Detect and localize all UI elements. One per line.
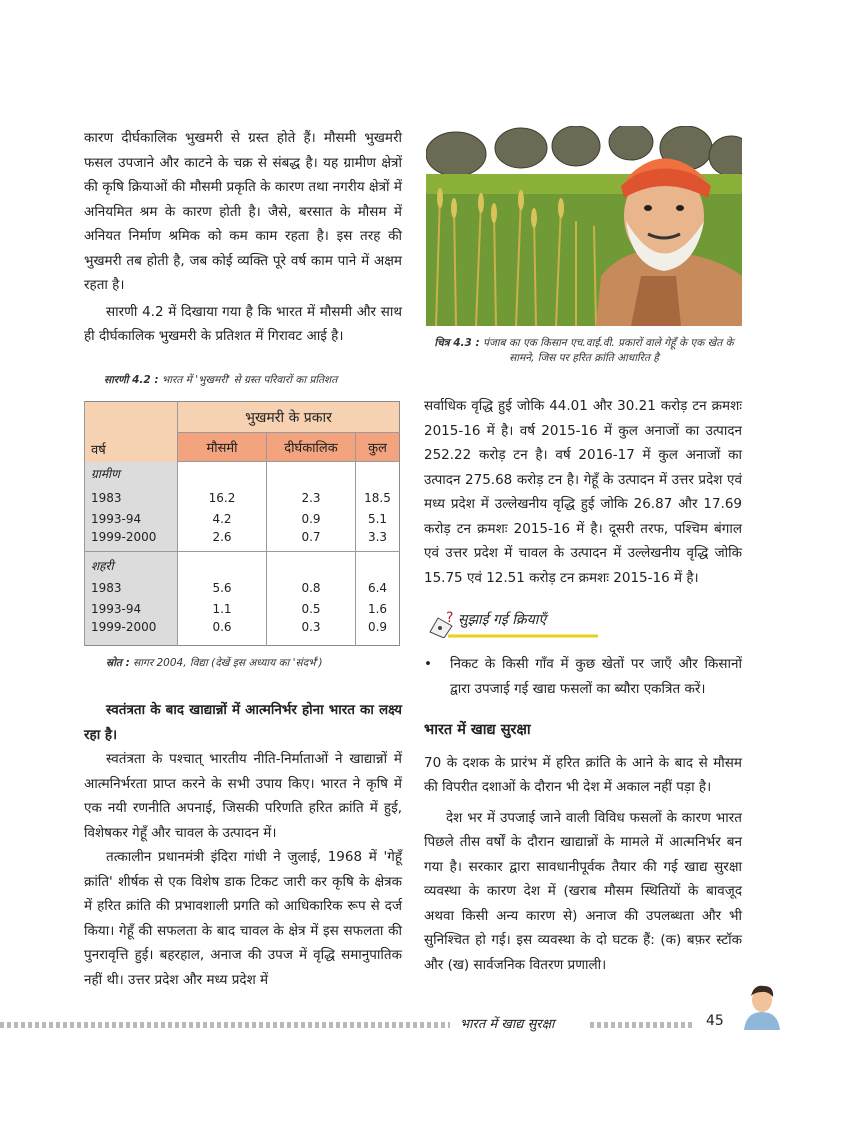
table-row — [85, 552, 400, 578]
left-paragraph-3: स्वतंत्रता के पश्चात् भारतीय नीति-निर्माताओं ने खाद्यान्नों में आत्मनिर्भरता प्राप्त करने के सभी उपाय किए। भारत ने कृषि में एक नयी रणनीति अपनाई, जिसकी परिणति हरित क्रांति में हुई, विशेषकर गेहूँ और चावल के उत्पादन में। — [84, 751, 402, 841]
footer-ornament-right — [590, 1022, 695, 1028]
value-cell: 0.9 — [356, 620, 400, 646]
page-number: 45 — [706, 1013, 724, 1029]
figure-caption-text: पंजाब का एक किसान एच.वाई.वी. प्रकारों वाले गेहूँ के एक खेत के सामने, जिस पर हरित क्रांति आधारित है — [483, 337, 734, 364]
hunger-type-header: भुखमरी के प्रकार — [178, 402, 400, 433]
value-cell: 1.1 — [178, 599, 267, 620]
left-column — [84, 126, 402, 349]
table-row — [85, 509, 400, 530]
value-cell: 2.3 — [267, 488, 356, 509]
list-item — [424, 652, 742, 701]
value-cell: 18.5 — [356, 488, 400, 509]
activity-item-text: निकट के किसी गाँव में कुछ खेतों पर जाएँ और किसानों द्वारा उपजाई गई खाद्य फसलों का ब्यौरा एकत्रित करें। — [450, 656, 742, 697]
value-cell: 16.2 — [178, 488, 267, 509]
right-column — [424, 394, 742, 590]
activity-list — [424, 652, 742, 701]
activity-title: सुझाई गई क्रियाएँ — [458, 612, 547, 628]
year-cell: 1983 — [85, 578, 178, 599]
table-row — [85, 530, 400, 552]
year-cell: 1983 — [85, 488, 178, 509]
value-cell: 1.6 — [356, 599, 400, 620]
value-cell: 0.6 — [178, 620, 267, 646]
value-cell: 2.6 — [178, 530, 267, 552]
value-cell: 0.5 — [267, 599, 356, 620]
left-paragraph-2: सारणी 4.2 में दिखाया गया है कि भारत में मौसमी और साथ ही दीर्घकालिक भुखमरी के प्रतिशत में गिरावट आई है। — [84, 303, 402, 344]
footer-ornament-left — [0, 1022, 450, 1028]
section-heading-self-sufficiency: स्वतंत्रता के बाद खाद्यान्नों में आत्मनिर्भर होना भारत का लक्ष्य रहा है। — [84, 702, 402, 743]
section-name-rural: ग्रामीण — [85, 462, 178, 488]
table-source-label: स्रोत : — [106, 657, 130, 669]
table-caption-label: सारणी 4.2 : — [104, 374, 159, 386]
left-paragraph-1: कारण दीर्घकालिक भुखमरी से ग्रस्त होते हैं। मौसमी भुखमरी फसल उपजाने और काटने के चक्र से संबद्ध है। यह ग्रामीण क्षेत्रों की कृषि क्रियाओं की मौसमी प्रकृति के कारण तथा नगरीय क्षेत्रों में अनियमित श्रम के कारण होती है। जैसे, बरसात के मौसम में अनियत निर्माण श्रमिक को कम काम रहता है। इस तरह की भुखमरी तब होती है, जब कोई व्यक्ति पूरे वर्ष काम पाने में अक्षम रहता है। — [84, 130, 402, 293]
left-lower-column — [84, 698, 402, 992]
table-row — [85, 620, 400, 646]
farmer-wheat-field-image — [426, 126, 742, 326]
table-row — [85, 599, 400, 620]
figure-caption-label: चित्र 4.3 : — [434, 337, 480, 349]
table-row — [85, 488, 400, 509]
col-header-total: कुल — [356, 433, 400, 462]
col-header-chronic: दीर्घकालिक — [267, 433, 356, 462]
bullet-icon: • — [424, 656, 432, 672]
right-paragraph-2: 70 के दशक के प्रारंभ में हरित क्रांति के आने के बाद से मौसम की विपरीत दशाओं के दौरान भी देश में अकाल नहीं पड़ा है। — [424, 754, 742, 795]
page-footer — [0, 1008, 850, 1048]
value-cell: 6.4 — [356, 578, 400, 599]
suggested-activities-header — [428, 608, 598, 638]
year-cell: 1993-94 — [85, 599, 178, 620]
table-source-text: सागर 2004, विद्या (देखें इस अध्याय का 'संदर्भ') — [133, 657, 323, 669]
section-heading-food-security: भारत में खाद्य सुरक्षा — [424, 722, 531, 738]
value-cell: 4.2 — [178, 509, 267, 530]
value-cell: 3.3 — [356, 530, 400, 552]
value-cell: 0.8 — [267, 578, 356, 599]
svg-text:?: ? — [446, 610, 454, 626]
table-row — [85, 578, 400, 599]
left-paragraph-4: तत्कालीन प्रधानमंत्री इंदिरा गांधी ने जुलाई, 1968 में 'गेहूँ क्रांति' शीर्षक से एक विशेष डाक टिकट जारी कर कृषि के क्षेत्रक में हरित क्रांति की प्रभावशाली प्रगति को आधिकारिक रूप से दर्ज किया। गेहूँ की सफलता के बाद चावल के क्षेत्र में इस सफलता की पुनरावृत्ति हुई। बहरहाल, अनाज की उपज में वृद्धि समानुपातिक नहीं थी। उत्तर प्रदेश और मध्य प्रदेश में — [84, 849, 402, 988]
year-header: वर्ष — [85, 402, 178, 462]
table-row — [85, 462, 400, 488]
value-cell: 5.6 — [178, 578, 267, 599]
section-name-urban: शहरी — [85, 552, 178, 578]
value-cell: 0.7 — [267, 530, 356, 552]
value-cell: 0.9 — [267, 509, 356, 530]
year-cell: 1999-2000 — [85, 620, 178, 646]
table-caption-text: भारत में 'भुखमरी' से ग्रस्त परिवारों का प्रतिशत — [161, 374, 338, 386]
running-title: भारत में खाद्य सुरक्षा — [460, 1017, 555, 1032]
table-source — [106, 656, 406, 670]
col-header-seasonal: मौसमी — [178, 433, 267, 462]
right-lower-column — [424, 718, 742, 977]
student-avatar-icon — [740, 982, 784, 1030]
value-cell: 5.1 — [356, 509, 400, 530]
hunger-table — [84, 401, 400, 646]
table-caption — [104, 373, 404, 387]
right-paragraph-1: सर्वाधिक वृद्धि हुई जोकि 44.01 और 30.21 करोड़ टन क्रमशः 2015-16 में है। वर्ष 2015-16 में कुल अनाजों का उत्पादन 252.22 करोड़ टन है। वर्ष 2016-17 में कुल अनाजों का उत्पादन 275.68 करोड़ टन है। गेहूँ के उत्पादन में उत्तर प्रदेश एवं मध्य प्रदेश में उल्लेखनीय वृद्धि हुई जोकि 26.87 और 17.69 करोड़ टन क्रमशः 2015-16 में है। दूसरी तरफ, पश्चिम बंगाल एवं उत्तर प्रदेश में चावल के उत्पादन में उल्लेखनीय वृद्धि जोकि 15.75 एवं 12.51 करोड़ टन क्रमशः 2015-16 में है। — [424, 398, 742, 586]
farmer-illustration — [426, 126, 742, 326]
year-cell: 1993-94 — [85, 509, 178, 530]
figure-caption — [426, 336, 742, 366]
value-cell: 0.3 — [267, 620, 356, 646]
year-cell: 1999-2000 — [85, 530, 178, 552]
right-paragraph-3: देश भर में उपजाई जाने वाली विविध फसलों के कारण भारत पिछले तीस वर्षों के दौरान खाद्यान्नों के मामले में आत्मनिर्भर बन गया है। सरकार द्वारा सावधानीपूर्वक तैयार की गई खाद्य सुरक्षा व्यवस्था के कारण देश में (खराब मौसम स्थितियों के बावजूद अथवा किसी अन्य कारण से) अनाज की उपलब्धता और भी सुनिश्चित हो गई। इस व्यवस्था के दो घटक हैं: (क) बफ़र स्टॉक और (ख) सार्वजनिक वितरण प्रणाली। — [424, 809, 742, 973]
